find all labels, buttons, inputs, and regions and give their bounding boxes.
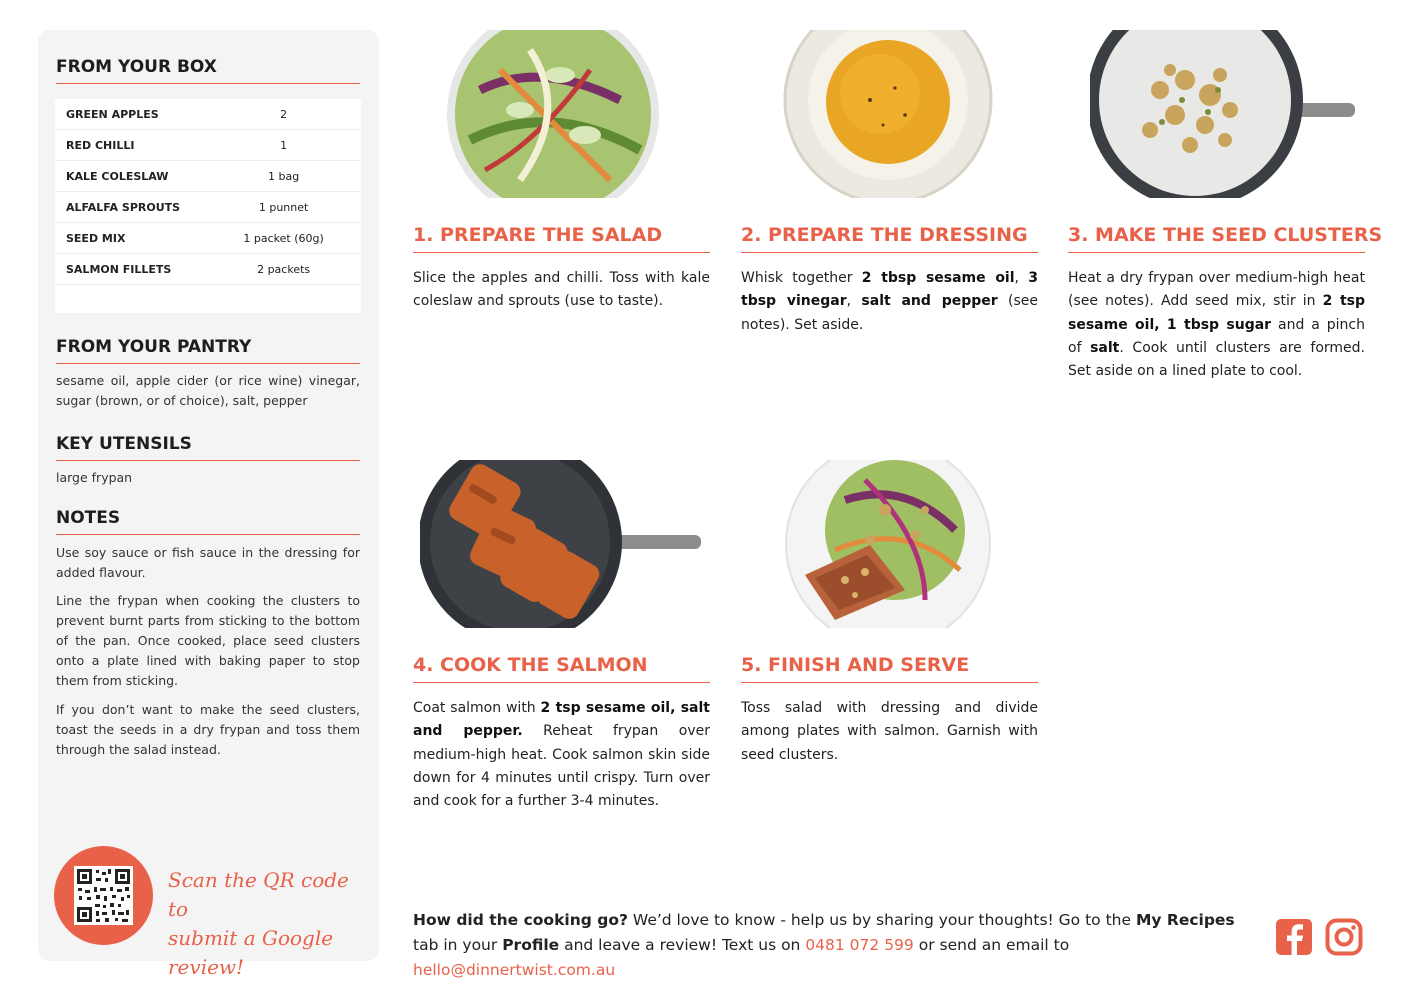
- salmon-pan-image: [420, 460, 702, 628]
- step-text-run: Whisk together: [741, 270, 862, 286]
- step-5-text: [741, 697, 1038, 767]
- pantry-heading: FROM YOUR PANTRY: [56, 337, 360, 364]
- footer-text-run: and leave a review! Text us on: [559, 936, 806, 954]
- step-1-heading: 1. PREPARE THE SALAD: [413, 224, 710, 253]
- step-text-bold: 2 tsp sesame oil, 1 tbsp sugar: [1068, 293, 1365, 333]
- ingredient-name: SEED MIX: [66, 231, 126, 245]
- footer-text-run: My Recipes: [1135, 911, 1235, 929]
- ingredient-name: RED CHILLI: [66, 138, 135, 152]
- ingredient-qty: 1 bag: [268, 169, 300, 183]
- step-text-run: Toss salad with dressing and divide among plates with salmon. Garnish with seed clusters.: [741, 700, 1038, 763]
- notes-heading: NOTES: [56, 508, 360, 535]
- qr-caption-line1: Scan the QR code to: [168, 868, 349, 921]
- ingredient-name: GREEN APPLES: [66, 107, 159, 121]
- step-1-text: [413, 267, 710, 314]
- step-text-run: and a pinch of: [1068, 316, 1365, 356]
- step-text-bold: 2 tsp sesame oil, salt and pepper.: [413, 700, 710, 740]
- ingredient-qty: 1 punnet: [258, 200, 309, 214]
- step-text-run: Coat salmon with: [413, 700, 541, 716]
- table-row: [55, 223, 361, 254]
- table-row: [55, 130, 361, 161]
- footer-text-run: or send an email to: [913, 936, 1070, 954]
- step-text-run: (see notes). Set aside.: [741, 293, 1038, 333]
- step-text-bold: 2 tbsp sesame oil: [861, 270, 1015, 286]
- step-3-heading: 3. MAKE THE SEED CLUSTERS: [1068, 224, 1365, 253]
- step-text-run: . Cook until clusters are formed. Set aside on a lined plate to cool.: [1068, 339, 1365, 380]
- footer-text-run: tab in your: [413, 936, 503, 954]
- step-text-run: Reheat frypan over medium-high heat. Cook salmon skin side down for 4 minutes until crispy. Turn over and cook for a further 3-4 minutes.: [413, 723, 710, 810]
- footer-text-run: How did the cooking go?: [413, 911, 628, 929]
- facebook-icon[interactable]: [1275, 918, 1313, 956]
- ingredient-qty: 2 packets: [257, 262, 311, 276]
- footer-text-run: We’d love to know - help us by sharing your thoughts! Go to the: [627, 911, 1136, 929]
- instagram-icon[interactable]: [1325, 918, 1363, 956]
- step-4-text: [413, 697, 710, 813]
- step-text-run: Heat a dry frypan over medium-high heat (see notes). Add seed mix, stir in: [1068, 270, 1365, 310]
- review-footer: [413, 908, 1263, 983]
- contact-link[interactable]: 0481 072 599: [805, 936, 914, 954]
- table-row: [55, 254, 361, 285]
- table-row: [55, 192, 361, 223]
- step-text-bold: 3 tbsp vinegar: [741, 270, 1038, 310]
- step-text-run: ,: [1014, 270, 1029, 286]
- step-text-bold: salt: [1090, 339, 1120, 356]
- step-text-run: Slice the apples and chilli. Toss with kale coleslaw and sprouts (use to taste).: [413, 270, 710, 310]
- ingredients-table: [55, 99, 361, 313]
- seed-clusters-pan-image: [1090, 30, 1356, 198]
- salad-bowl-image: [440, 30, 666, 198]
- ingredient-qty: 1: [280, 138, 288, 152]
- step-2-text: [741, 267, 1038, 337]
- qr-caption-line2: submit a Google review!: [168, 926, 334, 979]
- step-4-heading: 4. COOK THE SALMON: [413, 654, 710, 683]
- ingredient-name: ALFALFA SPROUTS: [66, 200, 181, 214]
- utensils-text: large frypan: [56, 470, 133, 485]
- step-3-text: [1068, 267, 1365, 383]
- ingredient-qty: 2: [280, 107, 288, 121]
- table-row: [55, 161, 361, 192]
- step-5-heading: 5. FINISH AND SERVE: [741, 654, 1038, 683]
- note-item: Line the frypan when cooking the clusters to prevent burnt parts from sticking to the bottom of the pan. Once cooked, place seed clusters onto a plate lined with baking paper to stop them from sticking.: [56, 593, 360, 688]
- ingredient-qty: 1 packet (60g): [243, 231, 324, 245]
- table-row: [55, 99, 361, 130]
- contact-link[interactable]: hello@dinnertwist.com.au: [413, 961, 616, 979]
- footer-text-run: Profile: [502, 936, 560, 954]
- step-2-heading: 2. PREPARE THE DRESSING: [741, 224, 1038, 253]
- note-item: If you don’t want to make the seed clusters, toast the seeds in a dry frypan and toss them through the salad instead.: [56, 702, 360, 757]
- plated-dish-image: [775, 460, 1001, 628]
- step-text-bold: salt and pepper: [861, 293, 998, 310]
- qr-badge: [54, 846, 153, 945]
- utensils-heading: KEY UTENSILS: [56, 434, 360, 461]
- qr-code-icon[interactable]: [74, 866, 133, 925]
- sidebar: [38, 30, 379, 979]
- ingredient-name: KALE COLESLAW: [66, 169, 169, 183]
- from-box-heading: FROM YOUR BOX: [56, 57, 360, 84]
- qr-caption: [168, 866, 368, 982]
- note-item: Use soy sauce or fish sauce in the dressing for added flavour.: [56, 545, 360, 580]
- pantry-text: sesame oil, apple cider (or rice wine) vinegar, sugar (brown, or of choice), salt, pepper: [56, 373, 360, 408]
- dressing-bowl-image: [775, 30, 1001, 198]
- ingredient-name: SALMON FILLETS: [66, 262, 172, 276]
- step-text-run: ,: [846, 293, 862, 310]
